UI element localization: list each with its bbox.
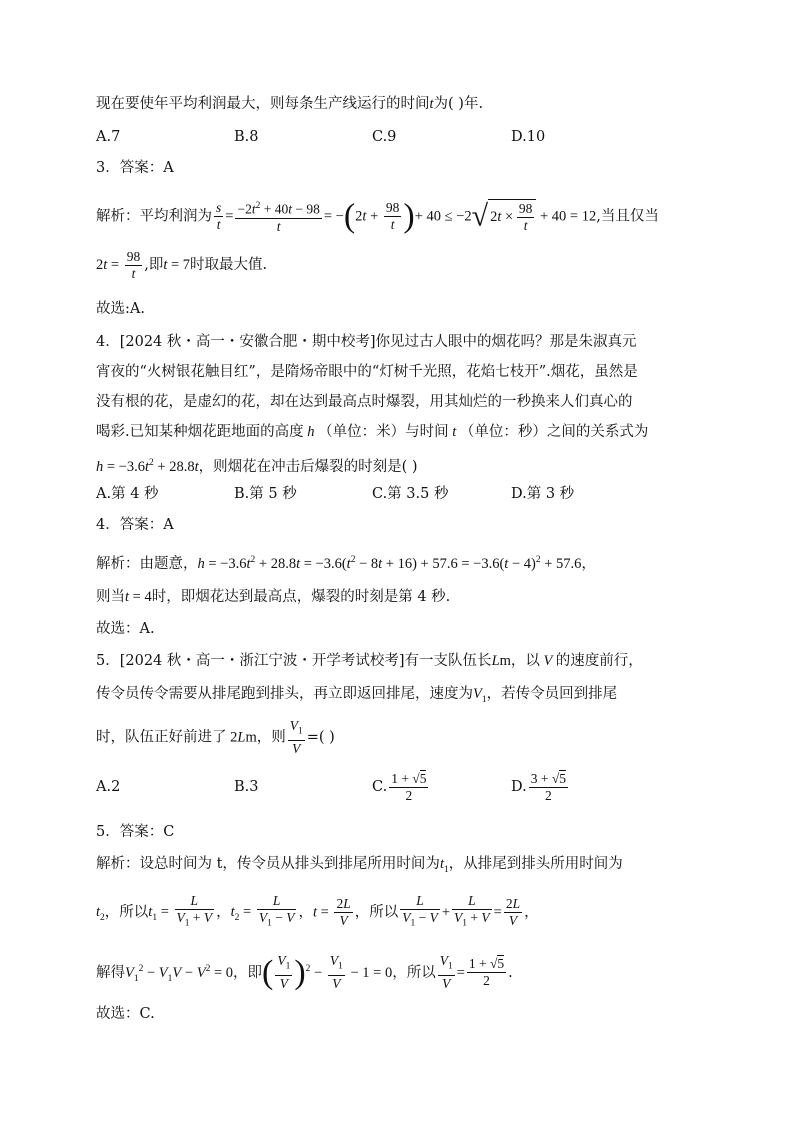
q4-option-c: C.第 3.5 秒 xyxy=(372,486,449,502)
q5-answer: 5．答案：C xyxy=(96,824,175,840)
q2-stem-text: 现在要使年平均利润最大，则每条生产线运行的时间 xyxy=(96,96,430,112)
formula-frac: $\frac{98}{t}$ xyxy=(385,199,400,232)
q5-line3c: =( ) xyxy=(306,729,335,746)
q5-line1b: ，以 xyxy=(510,653,540,669)
q5-line1c: 的速度前行， xyxy=(555,653,643,669)
q4-line3: 没有根的花，是虚幻的花，却在达到最高点时爆裂，用其灿烂的一秒换来人们真心的 xyxy=(96,394,633,410)
q2-analysis-line2: 2t = $\frac{98}{t}$ ,即t = 7时取最大值. xyxy=(96,248,268,281)
formula-frac: $\frac{V_1}{V}$ xyxy=(329,953,343,992)
q2-cond: 即 xyxy=(148,257,164,273)
q2-analysis-mid: 当且仅当 xyxy=(600,208,659,225)
q2-analysis-tail: 时取最大值. xyxy=(190,257,268,273)
q2-stem-tail: 为( )年. xyxy=(433,96,484,112)
q2-option-d: D.10 xyxy=(511,129,546,145)
q2-option-c: C.9 xyxy=(372,129,397,145)
formula-frac: $\frac{L}{V_1 - V}$ xyxy=(258,893,295,929)
q2-option-b: B.8 xyxy=(234,129,259,145)
q4-line5: $h = -3.6t^2 + 28.8t$，则烟花在冲击后爆裂的时刻是( ) xyxy=(96,458,418,475)
q4-answer: 4．答案：A xyxy=(96,517,174,533)
formula-frac: $\frac{-2t^2 + 40t - 98}{t}$ xyxy=(235,198,321,235)
formula-frac: $\frac{L}{V_1 + V}$ xyxy=(176,893,213,929)
q4-then-label: 则当 xyxy=(96,589,125,605)
q4-line4: 喝彩.已知某种烟花距地面的高度 h （单位：米）与时间 t （单位：秒）之间的关系式为 xyxy=(96,424,649,440)
q5-line2a: 传令员传令需要从排尾跑到排头，再立即返回排尾，速度为 xyxy=(96,686,473,702)
q4-line4c: （单位：秒）之间的关系式为 xyxy=(459,424,649,440)
q5-option-b: B.3 xyxy=(234,779,259,795)
q5-analysis2-so: ，所以 xyxy=(104,904,149,921)
q5-analysis1: 解析：设总时间为 t，传令员从排头到排尾所用时间为 xyxy=(96,856,440,872)
sqrt-symbol: √ 2t × $\frac{98}{t}$ xyxy=(472,199,537,234)
q5-line3a: 时，队伍正好前进了 xyxy=(96,729,227,746)
q4-line2: 宵夜的“火树银花触目红”，是隋炀帝眼中的“灯树千光照，花焰七枝开”.烟花，虽然是 xyxy=(96,364,638,380)
q5-analysis1: 解析：设总时间为 t，传令员从排头到排尾所用时间为$t_1$，从排尾到排头所用时间为 xyxy=(96,856,623,875)
q5-analysis2-so2: ，所以 xyxy=(354,904,399,921)
q2-option-a: A.7 xyxy=(96,129,121,145)
q5-line2b: ，若传令员回到排尾 xyxy=(486,686,618,702)
q5-option-d xyxy=(511,770,570,804)
q5-line2: 传令员传令需要从排尾跑到排头，再立即返回排尾，速度为$V_1$，若传令员回到排尾 xyxy=(96,686,618,705)
q2-analysis: 解析：平均利润为 $\frac{s}{t}$ = $\frac{-2t^2 + 40t - 98}{t}$ = −(2t + $\frac{98}{t}$ )+ 40 ≤ −2√ 2t × $\frac{98}{t}$ + 40 = 12,当且仅当 xyxy=(96,197,659,235)
q5-analysis3-mid: ，即 xyxy=(233,964,262,981)
formula-frac: $\frac{L}{V_1 - V}$ xyxy=(402,893,438,929)
formula-frac: $\frac{2L}{V}$ xyxy=(336,895,351,928)
q2-analysis-label: 解析：平均利润为 xyxy=(96,208,212,225)
q4-option-b: B.第 5 秒 xyxy=(234,486,297,502)
q5-option-c-label: C. xyxy=(372,779,388,795)
q2-stem-var: t xyxy=(429,96,434,112)
formula-frac: $\frac{L}{V_1 + V}$ xyxy=(454,893,490,929)
q4-then: 则当t = 4时，即烟花达到最高点，爆裂的时刻是第 4 秒. xyxy=(96,589,451,605)
q4-line1: 4．[2024 秋・高一・安徽合肥・期中校考]你见过古人眼中的烟花吗？那是朱淑真元 xyxy=(96,334,637,350)
q5-analysis3: 解得$V_1^2 - V_1V - V^2 = 0$，即( $\frac{V_1}{V}$ )$^2$ − $\frac{V_1}{V}$ − 1 = 0，所以 $\frac{V_1}{V}$ = $\frac{1 + √5}{2}$ . xyxy=(96,953,513,992)
q4-option-d: D.第 3 秒 xyxy=(511,486,575,502)
q5-line3b: ，则 xyxy=(256,729,286,746)
formula-frac: $\frac{1 + √5}{2}$ xyxy=(391,770,427,803)
q5-analysis3-label: 解得 xyxy=(96,964,125,981)
q5-option-c xyxy=(372,770,430,804)
formula-frac: $\frac{V_1}{V}$ xyxy=(439,953,453,992)
q5-analysis1b: ，从排尾到排头所用时间为 xyxy=(448,856,623,872)
q5-conclusion: 故选：C. xyxy=(96,1006,155,1022)
q4-analysis: 解析：由题意，$h = -3.6t^2 + 28.8t = -3.6(t^2 - 8t + 16) + 57.6 = -3.6(t - 4)^2 + 57.6$， xyxy=(96,555,596,572)
q5-option-a: A.2 xyxy=(96,779,121,795)
formula-frac: $\frac{V_1}{V}$ xyxy=(277,953,291,992)
q4-then-tail: 时，即烟花达到最高点，爆裂的时刻是第 4 秒. xyxy=(151,589,451,605)
formula-frac: $\frac{V_1}{V}$ xyxy=(289,718,303,756)
q4-conclusion: 故选：A. xyxy=(96,621,155,637)
formula-frac: $\frac{s}{t}$ xyxy=(216,199,222,232)
q5-option-d-label: D. xyxy=(511,779,527,795)
q2-conclusion: 故选:A. xyxy=(96,301,145,317)
q5-analysis3-so: ，所以 xyxy=(392,964,436,981)
q5-line1: 5．[2024 秋・高一・浙江宁波・开学考试校考]有一支队伍长Lm，以 V 的速度前行， xyxy=(96,653,643,669)
q5-analysis2: $t_2$，所以$t_1$ = $\frac{L}{V_1 + V}$ ，$t_2$ = $\frac{L}{V_1 - V}$ ，t = $\frac{2L}{V}$ ，所以 $\frac{L}{V_1 - V}$ + $\frac{L}{V_1 + V}$ = $\frac{2L}{V}$ ， xyxy=(96,893,706,935)
q5-line1a: 5．[2024 秋・高一・浙江宁波・开学考试校考]有一支队伍长 xyxy=(96,653,492,669)
q4-line4-text: 喝彩.已知某种烟花距地面的高度 xyxy=(96,424,304,440)
q5-line3: 时，队伍正好前进了 2Lm，则 $\frac{V_1}{V}$ =( ) xyxy=(96,718,335,756)
formula-frac: $\frac{98}{t}$ xyxy=(126,248,141,281)
q2-stem xyxy=(96,93,706,115)
formula-frac: $\frac{2L}{V}$ xyxy=(505,895,521,928)
q4-line4b: （单位：米）与时间 xyxy=(318,424,449,440)
q4-analysis-label: 解析：由题意， xyxy=(96,555,198,572)
q2-answer: 3．答案：A xyxy=(96,160,174,176)
formula-frac: $\frac{1 + √5}{2}$ xyxy=(468,956,505,989)
q4-line5-tail: ，则烟花在冲击后爆裂的时刻是( ) xyxy=(198,458,418,475)
formula-frac: $\frac{3 + √5}{2}$ xyxy=(530,770,566,803)
q4-option-a: A.第 4 秒 xyxy=(96,486,159,502)
